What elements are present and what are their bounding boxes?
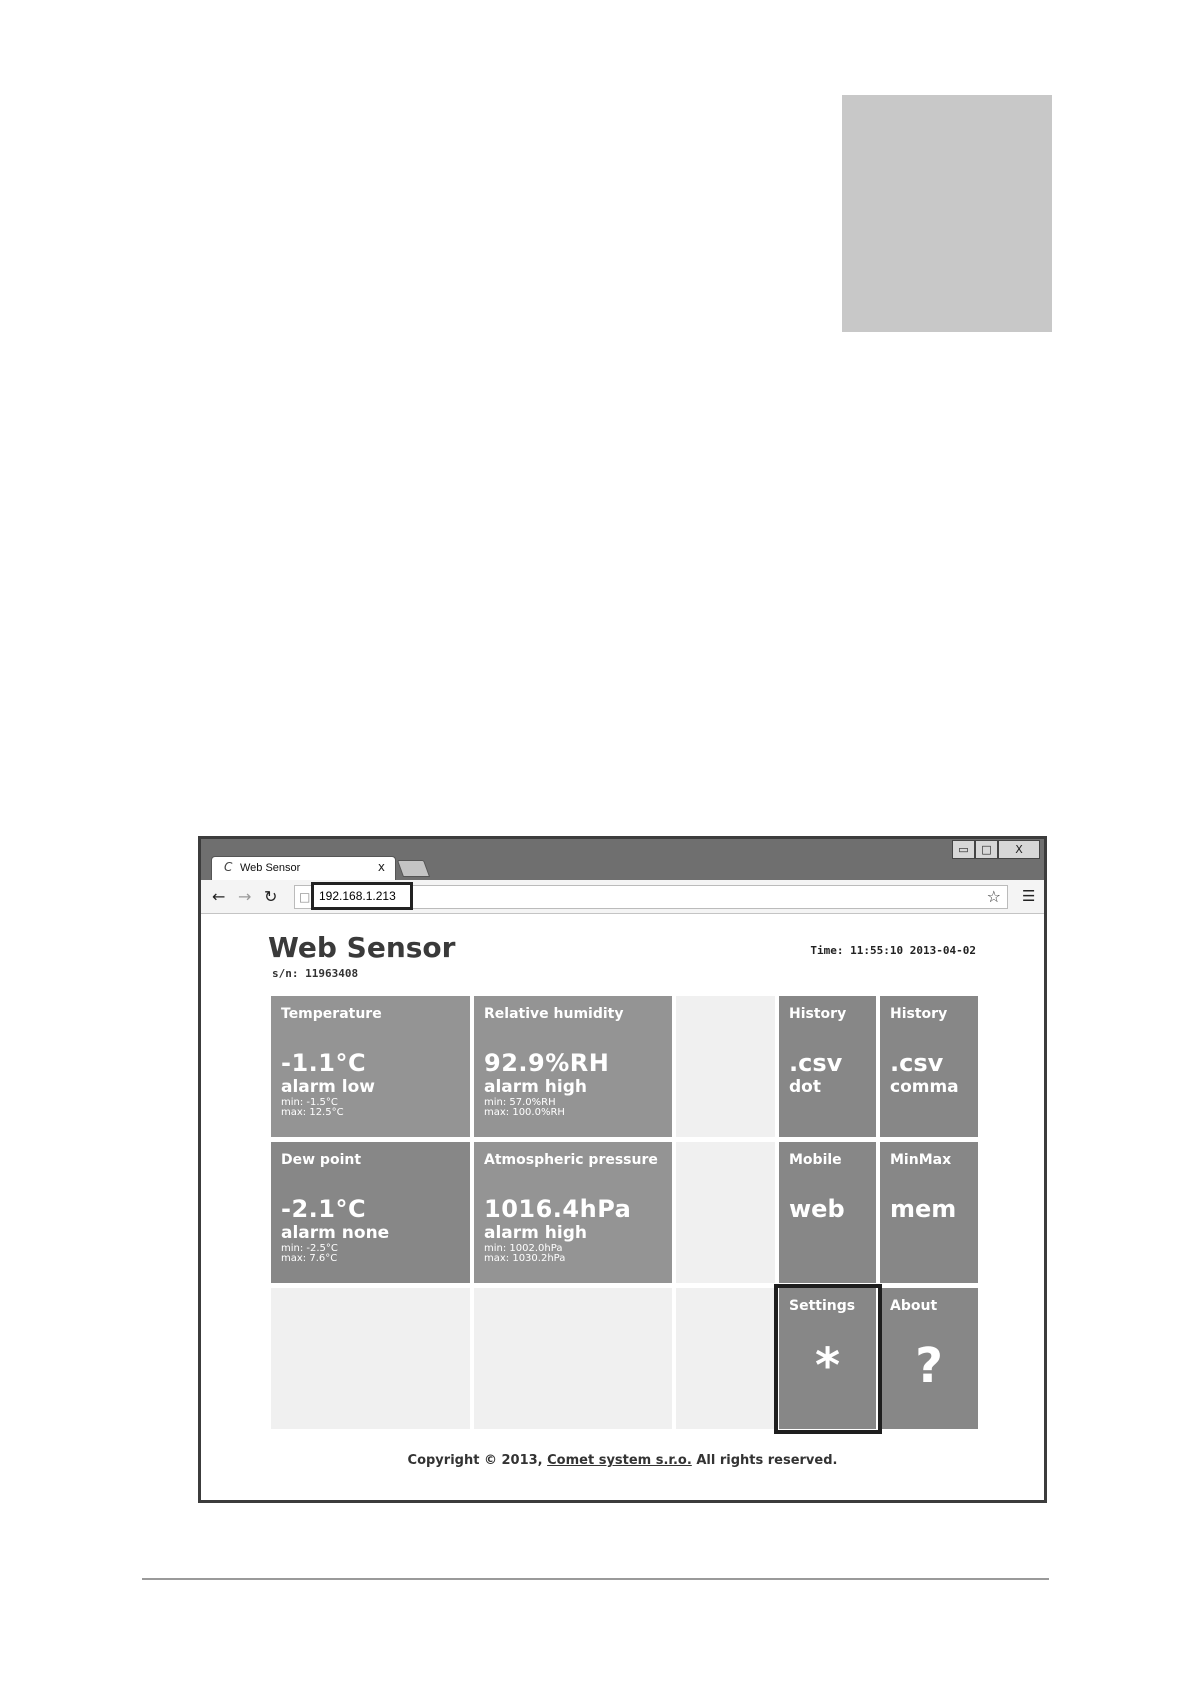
tile-value: -1.1°C — [281, 1049, 367, 1077]
empty-tile — [676, 996, 775, 1137]
tile-max: max: 12.5°C — [281, 1107, 344, 1118]
tile-min: min: 57.0%RH — [484, 1097, 556, 1108]
forward-arrow-icon[interactable]: → — [238, 887, 252, 906]
time-readout: Time: 11:55:10 2013-04-02 — [810, 944, 976, 957]
tile-label: Mobile — [789, 1152, 842, 1168]
tile-sub-text: comma — [890, 1077, 959, 1097]
tile-sub-text: dot — [789, 1077, 821, 1097]
tile-max: max: 100.0%RH — [484, 1107, 565, 1118]
pressure-tile[interactable] — [474, 1142, 672, 1283]
tile-max: max: 1030.2hPa — [484, 1253, 566, 1264]
tile-alarm: alarm low — [281, 1077, 375, 1097]
tile-value: 92.9%RH — [484, 1049, 610, 1077]
empty-tile — [676, 1142, 775, 1283]
page-icon: □ — [299, 890, 311, 904]
empty-tile — [676, 1288, 775, 1429]
temperature-tile[interactable] — [271, 996, 470, 1137]
tile-label: Relative humidity — [484, 1006, 624, 1022]
tile-label: Settings — [789, 1298, 856, 1314]
tile-value: 1016.4hPa — [484, 1195, 632, 1223]
tile-min: min: -1.5°C — [281, 1097, 338, 1108]
menu-icon[interactable]: ☰ — [1022, 887, 1036, 905]
page-content — [201, 914, 1044, 1500]
close-window-button[interactable]: X — [998, 840, 1040, 859]
tab-close-icon[interactable]: x — [377, 860, 385, 874]
page-title: Web Sensor — [268, 931, 456, 964]
bookmark-star-icon[interactable]: ☆ — [986, 887, 1001, 906]
question-mark-icon: ? — [915, 1338, 943, 1394]
empty-tile — [271, 1288, 470, 1429]
browser-window — [198, 836, 1047, 1503]
tile-big-text: mem — [890, 1195, 957, 1223]
asterisk-icon: * — [814, 1338, 841, 1394]
tile-big-text: .csv — [789, 1049, 843, 1077]
tile-min: min: 1002.0hPa — [484, 1243, 563, 1254]
tile-big-text: .csv — [890, 1049, 944, 1077]
copyright-prefix: Copyright © 2013, — [407, 1453, 548, 1468]
history-csv-dot-tile[interactable] — [779, 996, 876, 1137]
tile-alarm: alarm none — [281, 1223, 390, 1243]
minimize-button[interactable]: ▭ — [952, 840, 975, 859]
mobile-web-tile[interactable] — [779, 1142, 876, 1283]
tile-big-text: web — [789, 1195, 845, 1223]
about-tile[interactable] — [880, 1288, 978, 1429]
tile-label: History — [789, 1006, 847, 1022]
tile-label: Temperature — [281, 1006, 382, 1022]
tile-value: -2.1°C — [281, 1195, 367, 1223]
page-divider — [142, 1578, 1049, 1580]
url-text[interactable]: 192.168.1.213 — [319, 889, 396, 903]
tile-label: Atmospheric pressure — [484, 1152, 658, 1168]
tile-label: MinMax — [890, 1152, 952, 1168]
url-highlight-box — [311, 882, 413, 910]
maximize-button[interactable]: □ — [975, 840, 998, 859]
tab-title: Web Sensor — [240, 862, 301, 874]
tile-min: min: -2.5°C — [281, 1243, 338, 1254]
address-bar[interactable] — [294, 885, 1008, 909]
back-arrow-icon[interactable]: ← — [212, 887, 226, 906]
settings-highlight-box — [774, 1284, 882, 1434]
reload-icon[interactable]: ↻ — [264, 887, 278, 906]
serial-number: s/n: 11963408 — [272, 967, 359, 980]
tile-label: About — [890, 1298, 938, 1314]
tile-alarm: alarm high — [484, 1223, 587, 1243]
copyright-footer — [201, 1453, 1044, 1468]
history-csv-comma-tile[interactable] — [880, 996, 978, 1137]
minmax-mem-tile[interactable] — [880, 1142, 978, 1283]
empty-tile — [474, 1288, 672, 1429]
browser-toolbar — [201, 880, 1044, 914]
favicon-icon: C — [224, 860, 233, 874]
title-bar — [201, 839, 1044, 880]
humidity-tile[interactable] — [474, 996, 672, 1137]
tile-max: max: 7.6°C — [281, 1253, 338, 1264]
tile-label: History — [890, 1006, 948, 1022]
tile-alarm: alarm high — [484, 1077, 587, 1097]
company-link[interactable]: Comet system s.r.o. — [547, 1453, 692, 1468]
dew-point-tile[interactable] — [271, 1142, 470, 1283]
grey-side-block — [842, 95, 1052, 332]
window-controls — [952, 840, 1040, 859]
tile-label: Dew point — [281, 1152, 362, 1168]
browser-tab[interactable] — [211, 856, 396, 880]
copyright-suffix: All rights reserved. — [691, 1453, 838, 1468]
new-tab-button[interactable] — [397, 860, 430, 877]
